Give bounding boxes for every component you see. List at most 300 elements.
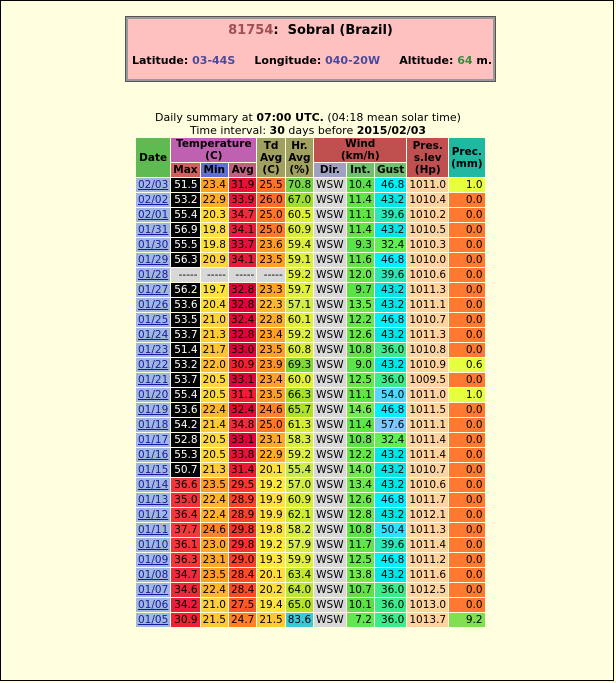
pressure-cell: 1011.3 <box>409 284 447 296</box>
station-coordinates <box>132 54 492 67</box>
wind-dir-cell: WSW <box>316 524 344 536</box>
dewpoint-cell: 19.8 <box>259 524 283 536</box>
table-row <box>136 583 485 597</box>
temp-min-cell: 20.5 <box>202 374 226 386</box>
wind-dir-cell: WSW <box>316 329 344 341</box>
date-link[interactable]: 01/23 <box>138 344 169 356</box>
wind-gust-cell: 46.8 <box>375 253 406 267</box>
dewpoint-cell: 23.6 <box>259 239 283 251</box>
pressure-cell: 1011.5 <box>409 404 447 416</box>
pressure-cell: 1011.0 <box>409 389 447 401</box>
temp-min-cell: 22.4 <box>202 494 226 506</box>
date-link[interactable]: 01/25 <box>138 314 169 326</box>
interval-days: 30 <box>269 124 285 137</box>
pressure-cell: 1011.7 <box>409 494 447 506</box>
date-cell <box>136 358 170 372</box>
temp-avg-cell: 24.7 <box>230 614 255 626</box>
precip-cell: 0.0 <box>449 433 484 447</box>
temp-max-cell: 52.8 <box>171 433 199 447</box>
date-cell <box>136 388 170 402</box>
table-row <box>136 433 485 447</box>
table-row <box>136 598 485 612</box>
temp-max-cell: 34.2 <box>171 598 199 612</box>
precip-cell: 1.0 <box>449 178 484 192</box>
pressure-cell: 1010.9 <box>409 359 447 371</box>
date-link[interactable]: 01/06 <box>138 599 169 611</box>
pressure-cell: 1010.6 <box>409 479 447 491</box>
wind-int-cell: 10.8 <box>348 434 372 446</box>
pressure-cell: 1010.7 <box>409 314 447 326</box>
longitude-group <box>254 54 380 67</box>
wind-int-cell: 12.6 <box>348 494 372 506</box>
wind-int-cell: 10.8 <box>348 344 372 356</box>
date-link[interactable]: 01/15 <box>138 464 169 476</box>
wind-dir-cell: WSW <box>316 599 344 611</box>
header-gust: Gust <box>376 164 405 176</box>
humidity-cell: 59.2 <box>287 449 312 461</box>
temp-avg-cell: 34.8 <box>230 419 255 431</box>
table-row <box>136 208 485 222</box>
temp-min-cell: 21.0 <box>202 314 226 326</box>
date-link[interactable]: 01/13 <box>138 494 169 506</box>
wind-dir-cell: WSW <box>316 434 344 446</box>
latitude-value: 03-44S <box>192 54 236 67</box>
precip-cell: 0.0 <box>449 268 484 282</box>
dewpoint-cell: 21.5 <box>259 614 283 626</box>
wind-gust-cell: 39.6 <box>375 538 406 552</box>
dewpoint-cell: 23.5 <box>259 389 283 401</box>
humidity-cell: 60.8 <box>287 344 312 356</box>
date-link[interactable]: 01/30 <box>138 239 169 251</box>
temp-max-cell: 55.4 <box>171 388 199 402</box>
temp-max-cell: 53.2 <box>171 358 199 372</box>
date-link[interactable]: 01/29 <box>138 254 169 266</box>
date-cell <box>136 598 170 612</box>
wind-int-cell: 9.0 <box>347 358 374 372</box>
pressure-cell: 1011.4 <box>409 449 447 461</box>
precip-cell: 0.0 <box>449 343 484 357</box>
date-link[interactable]: 01/17 <box>138 434 169 446</box>
wind-dir-cell: WSW <box>316 464 344 476</box>
temp-max-cell: 54.2 <box>171 418 199 432</box>
table-row <box>136 313 485 327</box>
date-link[interactable]: 01/12 <box>138 509 169 521</box>
pressure-cell: 1011.3 <box>409 329 447 341</box>
date-cell <box>136 508 170 522</box>
temp-avg-cell: 28.4 <box>230 584 255 596</box>
date-cell <box>136 343 170 357</box>
station-name: Sobral (Brazil) <box>287 23 393 38</box>
wind-int-cell: 12.2 <box>348 449 372 461</box>
humidity-cell: 59.2 <box>287 329 312 341</box>
wind-gust-cell: 43.2 <box>375 193 406 207</box>
date-link[interactable]: 02/02 <box>138 194 169 206</box>
longitude-label: Longitude: <box>254 54 322 67</box>
precip-cell: 0.0 <box>449 298 484 312</box>
temp-min-cell: 23.5 <box>202 569 226 581</box>
date-cell <box>136 313 170 327</box>
header-dir: Dir. <box>314 163 345 177</box>
header-temperature: Temperature (C) <box>171 138 256 162</box>
temp-avg-cell: 33.1 <box>230 434 255 446</box>
temp-max-cell: 37.7 <box>171 523 199 537</box>
temp-avg-cell: 29.8 <box>230 524 255 536</box>
precip-cell: 9.2 <box>449 613 484 627</box>
wind-gust-cell: 43.2 <box>375 463 406 477</box>
temp-min-cell: 22.4 <box>202 509 226 521</box>
date-link[interactable]: 01/20 <box>138 389 169 401</box>
dewpoint-cell: 19.3 <box>259 554 283 566</box>
wind-dir-cell: WSW <box>316 614 344 626</box>
temp-min-cell: 22.0 <box>202 359 226 371</box>
wind-dir-cell: WSW <box>316 314 344 326</box>
wind-dir-cell: WSW <box>316 179 344 191</box>
humidity-cell: 58.2 <box>287 524 312 536</box>
temp-min-cell: 21.7 <box>202 344 226 356</box>
date-link[interactable]: 02/01 <box>138 209 169 221</box>
date-cell <box>136 553 170 567</box>
wind-int-cell: 13.8 <box>348 569 372 581</box>
wind-gust-cell: 32.4 <box>375 433 406 447</box>
date-link[interactable]: 01/14 <box>138 479 169 491</box>
wind-int-cell: 11.4 <box>348 224 372 236</box>
temp-max-cell: 36.3 <box>171 553 199 567</box>
temp-avg-cell: 32.4 <box>230 314 255 326</box>
humidity-cell: 60.5 <box>287 209 312 221</box>
date-cell <box>136 523 170 537</box>
temp-min-cell: 24.6 <box>202 524 226 536</box>
temp-min-cell: ----- <box>201 268 228 282</box>
date-cell <box>136 373 170 387</box>
altitude-unit: m. <box>476 54 492 67</box>
wind-int-cell: 12.5 <box>348 554 372 566</box>
table-row <box>136 358 485 372</box>
temp-max-cell: 34.7 <box>171 568 199 582</box>
temp-min-cell: 22.9 <box>202 194 226 206</box>
date-cell <box>136 328 170 342</box>
wind-dir-cell: WSW <box>316 389 344 401</box>
table-row <box>136 538 485 552</box>
humidity-cell: 66.3 <box>287 389 312 401</box>
temp-max-cell: 35.0 <box>171 493 199 507</box>
weather-table-body <box>136 178 485 627</box>
precip-cell: 0.0 <box>449 448 484 462</box>
precip-cell: 0.0 <box>449 523 484 537</box>
summary-prefix: Daily summary at <box>155 111 253 124</box>
wind-dir-cell: WSW <box>316 584 344 596</box>
date-link[interactable]: 02/03 <box>138 179 169 191</box>
precip-cell: 0.0 <box>449 538 484 552</box>
humidity-cell: 63.4 <box>287 569 312 581</box>
header-avg: Avg <box>229 163 256 177</box>
temp-max-cell: 51.4 <box>171 343 199 357</box>
wind-dir-cell: WSW <box>316 494 344 506</box>
temp-avg-cell: 34.1 <box>230 224 255 236</box>
date-cell <box>136 238 170 252</box>
wind-gust-cell: 43.2 <box>375 508 406 522</box>
wind-dir-cell: WSW <box>316 299 344 311</box>
humidity-cell: 60.9 <box>287 224 312 236</box>
pressure-cell: 1011.1 <box>409 419 447 431</box>
humidity-cell: 59.7 <box>287 284 312 296</box>
precip-cell: 0.0 <box>449 283 484 297</box>
precip-cell: 0.6 <box>449 358 484 372</box>
pressure-cell: 1013.0 <box>409 599 447 611</box>
temp-avg-cell: 32.8 <box>230 299 255 311</box>
temp-max-cell: 51.5 <box>171 178 199 192</box>
date-cell <box>136 298 170 312</box>
precip-cell: 0.0 <box>449 598 484 612</box>
table-row <box>136 328 485 342</box>
wind-gust-cell: 46.8 <box>375 403 406 417</box>
wind-dir-cell: WSW <box>316 374 344 386</box>
table-row <box>136 283 485 297</box>
humidity-cell: 65.7 <box>287 404 312 416</box>
temp-min-cell: 22.4 <box>202 584 226 596</box>
temp-min-cell: 23.5 <box>202 479 226 491</box>
temp-avg-cell: 33.7 <box>230 239 255 251</box>
temp-max-cell: 36.1 <box>171 538 199 552</box>
temp-avg-cell: 29.0 <box>230 554 255 566</box>
wind-gust-cell: 43.2 <box>375 328 406 342</box>
humidity-cell: 59.4 <box>287 239 312 251</box>
temp-max-cell: 53.5 <box>171 313 199 327</box>
wind-dir-cell: WSW <box>316 419 344 431</box>
humidity-cell: 67.0 <box>287 194 312 206</box>
dewpoint-cell: 25.0 <box>259 209 283 221</box>
wind-int-cell: 11.4 <box>348 194 372 206</box>
date-link[interactable]: 01/19 <box>138 404 169 416</box>
temp-min-cell: 23.0 <box>202 539 226 551</box>
date-cell <box>136 478 170 492</box>
temp-avg-cell: 27.5 <box>230 599 255 611</box>
temp-avg-cell: 33.8 <box>230 449 255 461</box>
temp-avg-cell: 28.9 <box>230 494 255 506</box>
temp-max-cell: 53.2 <box>171 193 199 207</box>
date-link[interactable]: 01/18 <box>138 419 169 431</box>
precip-cell: 0.0 <box>449 493 484 507</box>
temp-min-cell: 23.4 <box>202 179 226 191</box>
header-wind: Wind (km/h) <box>314 138 406 162</box>
date-cell <box>136 223 170 237</box>
table-row <box>136 463 485 477</box>
date-cell <box>136 613 170 627</box>
dewpoint-cell: 19.9 <box>259 509 283 521</box>
table-row <box>136 373 485 387</box>
humidity-cell: 57.1 <box>287 299 312 311</box>
pressure-cell: 1011.4 <box>409 434 447 446</box>
temp-max-cell: 34.6 <box>171 583 199 597</box>
latitude-group <box>132 54 235 67</box>
humidity-cell: 60.1 <box>287 314 312 326</box>
wind-gust-cell: 39.6 <box>375 268 406 282</box>
date-link[interactable]: 01/26 <box>138 299 169 311</box>
temp-avg-cell: 32.4 <box>230 404 255 416</box>
temp-min-cell: 21.3 <box>202 464 226 476</box>
temp-min-cell: 21.3 <box>202 329 226 341</box>
pressure-cell: 1010.2 <box>409 209 447 221</box>
pressure-cell: 1011.3 <box>409 524 447 536</box>
temp-avg-cell: 31.1 <box>230 389 255 401</box>
dewpoint-cell: 26.0 <box>259 194 283 206</box>
date-link[interactable]: 01/31 <box>138 224 169 236</box>
pressure-cell: 1010.8 <box>409 344 447 356</box>
date-cell <box>136 418 170 432</box>
date-link[interactable]: 01/16 <box>138 449 169 461</box>
wind-gust-cell: 43.2 <box>375 568 406 582</box>
temp-min-cell: 21.4 <box>202 419 226 431</box>
header-int: Int. <box>347 163 374 177</box>
date-link[interactable]: 01/28 <box>138 269 169 281</box>
interval-mid: days before <box>288 124 354 137</box>
date-link[interactable]: 01/05 <box>138 614 169 626</box>
precip-cell: 0.0 <box>449 403 484 417</box>
wind-int-cell: 12.2 <box>348 314 372 326</box>
station-header: 81754: Sobral (Brazil) <box>228 23 393 38</box>
temp-min-cell: 22.4 <box>202 404 226 416</box>
dewpoint-cell: 19.4 <box>259 599 283 611</box>
temp-max-cell: 36.6 <box>171 478 199 492</box>
header-date: Date <box>136 138 170 177</box>
temp-min-cell: 23.1 <box>202 554 226 566</box>
temp-avg-cell: 33.9 <box>230 194 255 206</box>
pressure-cell: 1010.6 <box>409 269 447 281</box>
wind-gust-cell: 43.2 <box>375 298 406 312</box>
dewpoint-cell: 19.2 <box>259 539 283 551</box>
dewpoint-cell: 25.0 <box>259 419 283 431</box>
temp-min-cell: 20.3 <box>202 209 226 221</box>
header-td: Td Avg (C) <box>257 138 284 177</box>
weather-table <box>135 137 486 628</box>
temp-avg-cell: 33.0 <box>230 344 255 356</box>
temp-min-cell: 20.4 <box>202 299 226 311</box>
dewpoint-cell: 20.1 <box>259 569 283 581</box>
wind-gust-cell: 36.0 <box>375 373 406 387</box>
date-cell <box>136 493 170 507</box>
humidity-cell: 59.2 <box>287 269 312 281</box>
temp-max-cell: 55.5 <box>171 238 199 252</box>
altitude-group <box>399 54 492 67</box>
wind-dir-cell: WSW <box>316 239 344 251</box>
date-cell <box>136 193 170 207</box>
pressure-cell: 1011.1 <box>409 299 447 311</box>
date-cell <box>136 433 170 447</box>
date-link[interactable]: 01/21 <box>138 374 169 386</box>
wind-gust-cell: 43.2 <box>375 223 406 237</box>
table-row <box>136 508 485 522</box>
dewpoint-cell: 20.2 <box>259 584 283 596</box>
date-link[interactable]: 01/24 <box>138 329 169 341</box>
station-info-box <box>126 17 495 81</box>
date-link[interactable]: 01/11 <box>138 524 169 536</box>
wind-int-cell: 13.5 <box>348 299 372 311</box>
wind-gust-cell: 32.4 <box>375 238 406 252</box>
dewpoint-cell: 23.9 <box>259 359 283 371</box>
temp-max-cell: 56.2 <box>171 283 199 297</box>
temp-max-cell: 53.7 <box>171 328 199 342</box>
temp-avg-cell: ----- <box>229 268 256 282</box>
wind-dir-cell: WSW <box>316 404 344 416</box>
wind-dir-cell: WSW <box>316 509 344 521</box>
pressure-cell: 1010.0 <box>409 254 447 266</box>
wind-int-cell: 14.6 <box>348 404 372 416</box>
date-link[interactable]: 01/08 <box>138 569 169 581</box>
wind-dir-cell: WSW <box>316 449 344 461</box>
temp-avg-cell: 32.8 <box>230 284 255 296</box>
date-cell <box>136 253 170 267</box>
pressure-cell: 1009.5 <box>409 374 447 386</box>
wind-dir-cell: WSW <box>316 539 344 551</box>
temp-min-cell: 21.0 <box>202 599 226 611</box>
wind-int-cell: 13.4 <box>348 479 372 491</box>
wind-gust-cell: 46.8 <box>375 553 406 567</box>
precip-cell: 0.0 <box>449 373 484 387</box>
pressure-cell: 1010.3 <box>409 239 447 251</box>
temp-avg-cell: 32.8 <box>230 329 255 341</box>
date-link[interactable]: 01/22 <box>138 359 169 371</box>
wind-dir-cell: WSW <box>316 569 344 581</box>
wind-gust-cell: 36.0 <box>375 343 406 357</box>
temp-avg-cell: 28.4 <box>230 569 255 581</box>
pressure-cell: 1012.5 <box>409 584 447 596</box>
header-row-1 <box>136 138 485 162</box>
wind-gust-cell: 46.8 <box>375 493 406 507</box>
date-cell <box>136 403 170 417</box>
dewpoint-cell: ----- <box>257 268 284 282</box>
precip-cell: 0.0 <box>449 223 484 237</box>
dewpoint-cell: 23.5 <box>259 344 283 356</box>
wind-int-cell: 12.0 <box>348 269 372 281</box>
wind-int-cell: 12.5 <box>348 374 372 386</box>
table-row <box>136 268 485 282</box>
table-row <box>136 478 485 492</box>
table-row <box>136 553 485 567</box>
dewpoint-cell: 23.4 <box>259 374 283 386</box>
wind-int-cell: 7.2 <box>347 613 374 627</box>
date-cell <box>136 268 170 282</box>
table-row <box>136 448 485 462</box>
wind-int-cell: 9.7 <box>347 283 374 297</box>
wind-int-cell: 11.1 <box>348 209 372 221</box>
wind-int-cell: 12.6 <box>348 329 372 341</box>
wind-gust-cell: 43.2 <box>375 358 406 372</box>
dewpoint-cell: 22.9 <box>259 449 283 461</box>
dewpoint-cell: 22.3 <box>259 299 283 311</box>
pressure-cell: 1010.4 <box>409 194 447 206</box>
date-link[interactable]: 01/09 <box>138 554 169 566</box>
temp-avg-cell: 28.9 <box>230 509 255 521</box>
dewpoint-cell: 23.4 <box>259 329 283 341</box>
date-link[interactable]: 01/27 <box>138 284 169 296</box>
wind-gust-cell: 36.0 <box>375 598 406 612</box>
precip-cell: 0.0 <box>449 568 484 582</box>
precip-cell: 0.0 <box>449 583 484 597</box>
temp-avg-cell: 29.8 <box>230 539 255 551</box>
wind-gust-cell: 57.6 <box>375 418 406 432</box>
date-link[interactable]: 01/10 <box>138 539 169 551</box>
wind-int-cell: 10.4 <box>348 179 372 191</box>
summary-line-2 <box>0 124 616 137</box>
humidity-cell: 65.0 <box>287 599 312 611</box>
dewpoint-cell: 24.6 <box>259 404 283 416</box>
temp-min-cell: 20.5 <box>202 449 226 461</box>
wind-int-cell: 10.8 <box>348 524 372 536</box>
humidity-cell: 55.4 <box>287 464 312 476</box>
dewpoint-cell: 25.5 <box>259 179 283 191</box>
temp-avg-cell: 31.4 <box>230 464 255 476</box>
precip-cell: 0.0 <box>449 193 484 207</box>
date-link[interactable]: 01/07 <box>138 584 169 596</box>
